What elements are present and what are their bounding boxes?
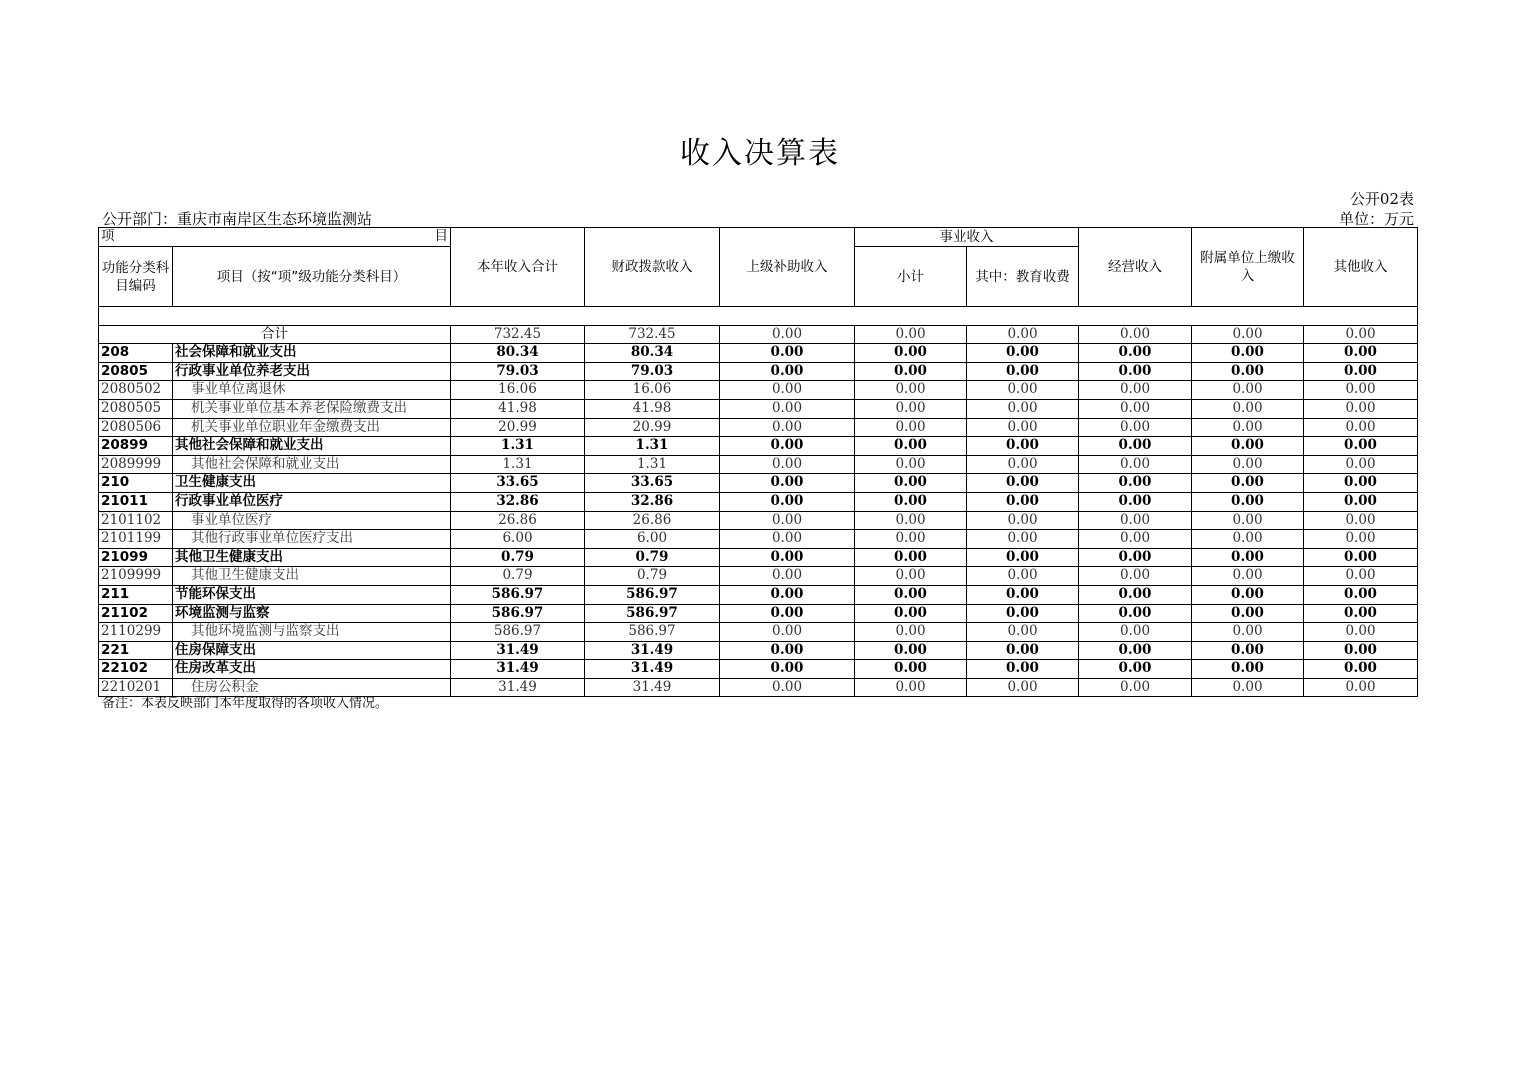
row-value: 79.03	[451, 362, 585, 381]
row-value: 0.00	[1304, 362, 1418, 381]
table-row	[99, 511, 1418, 530]
row-value: 0.00	[1079, 474, 1192, 493]
row-value: 586.97	[585, 585, 720, 604]
row-value: 0.00	[967, 567, 1079, 586]
row-name: 住房改革支出	[173, 660, 451, 679]
row-value: 0.00	[1304, 678, 1418, 697]
row-value: 0.00	[720, 530, 855, 549]
row-value: 0.00	[855, 604, 967, 623]
row-value: 0.00	[1192, 585, 1304, 604]
table-row	[99, 381, 1418, 400]
row-value: 0.00	[1304, 530, 1418, 549]
row-value: 31.49	[585, 641, 720, 660]
row-value: 586.97	[451, 585, 585, 604]
row-value: 0.00	[720, 641, 855, 660]
row-value: 0.00	[1079, 660, 1192, 679]
row-value: 0.00	[1304, 418, 1418, 437]
row-value: 0.00	[855, 567, 967, 586]
row-value: 0.79	[585, 548, 720, 567]
row-value: 0.00	[967, 455, 1079, 474]
row-code: 22102	[99, 660, 173, 679]
footnote: 备注：本表反映部门本年度取得的各项收入情况。	[102, 696, 389, 711]
total-cell: 0.00	[855, 325, 967, 344]
header-other: 其他收入	[1304, 228, 1418, 307]
row-value: 0.00	[1079, 418, 1192, 437]
row-value: 0.00	[855, 437, 967, 456]
row-name: 其他行政事业单位医疗支出	[173, 530, 451, 549]
row-value: 0.00	[855, 585, 967, 604]
row-value: 0.00	[967, 344, 1079, 363]
row-value: 31.49	[451, 641, 585, 660]
table-row	[99, 585, 1418, 604]
row-value: 0.00	[1304, 455, 1418, 474]
row-value: 0.00	[1192, 678, 1304, 697]
total-cell: 0.00	[1304, 325, 1418, 344]
table-row	[99, 567, 1418, 586]
total-cell: 0.00	[1192, 325, 1304, 344]
row-value: 0.00	[720, 567, 855, 586]
row-value: 20.99	[585, 418, 720, 437]
row-value: 0.00	[967, 418, 1079, 437]
row-code: 2210201	[99, 678, 173, 697]
row-value: 6.00	[585, 530, 720, 549]
total-cell: 0.00	[967, 325, 1079, 344]
row-value: 0.00	[1304, 660, 1418, 679]
row-code: 21102	[99, 604, 173, 623]
row-value: 0.00	[720, 362, 855, 381]
row-value: 0.00	[1192, 604, 1304, 623]
row-value: 0.00	[720, 474, 855, 493]
row-value: 0.00	[1079, 585, 1192, 604]
row-value: 0.00	[967, 492, 1079, 511]
row-code: 20805	[99, 362, 173, 381]
row-value: 0.00	[855, 362, 967, 381]
row-value: 0.00	[967, 623, 1079, 642]
table-row	[99, 362, 1418, 381]
header-fiscal: 财政拨款收入	[585, 228, 720, 307]
row-name: 环境监测与监察	[173, 604, 451, 623]
row-value: 0.00	[1192, 530, 1304, 549]
row-value: 0.79	[451, 567, 585, 586]
row-value: 0.00	[855, 399, 967, 418]
table-row	[99, 660, 1418, 679]
row-value: 0.79	[585, 567, 720, 586]
row-value: 0.00	[1304, 623, 1418, 642]
row-value: 0.00	[967, 437, 1079, 456]
header-item-right: 目	[434, 228, 448, 244]
row-name: 行政事业单位医疗	[173, 492, 451, 511]
row-value: 0.00	[1304, 548, 1418, 567]
row-value: 0.00	[1192, 623, 1304, 642]
total-cell: 0.00	[1079, 325, 1192, 344]
table-row	[99, 455, 1418, 474]
row-code: 2080502	[99, 381, 173, 400]
table-row	[99, 418, 1418, 437]
row-value: 0.00	[967, 511, 1079, 530]
table-row	[99, 492, 1418, 511]
table-row	[99, 530, 1418, 549]
row-value: 32.86	[585, 492, 720, 511]
row-name: 卫生健康支出	[173, 474, 451, 493]
table-row	[99, 623, 1418, 642]
row-value: 0.00	[855, 641, 967, 660]
row-value: 0.00	[1192, 381, 1304, 400]
row-value: 0.00	[855, 344, 967, 363]
row-value: 0.00	[1304, 492, 1418, 511]
table-row	[99, 399, 1418, 418]
header-affiliated: 附属单位上缴收入	[1192, 228, 1304, 307]
row-value: 0.00	[720, 623, 855, 642]
row-value: 0.00	[1304, 399, 1418, 418]
row-value: 0.00	[855, 381, 967, 400]
row-value: 0.00	[967, 641, 1079, 660]
row-value: 79.03	[585, 362, 720, 381]
header-education: 其中：教育收费	[967, 247, 1079, 307]
row-value: 0.00	[967, 585, 1079, 604]
row-value: 41.98	[451, 399, 585, 418]
row-name: 住房公积金	[173, 678, 451, 697]
total-label: 合计	[99, 325, 451, 344]
row-value: 0.00	[720, 511, 855, 530]
row-name: 机关事业单位职业年金缴费支出	[173, 418, 451, 437]
header-spacer	[99, 307, 1418, 326]
row-value: 0.00	[855, 548, 967, 567]
form-number: 公开02表	[1349, 190, 1414, 208]
row-value: 0.00	[1192, 492, 1304, 511]
row-value: 0.00	[967, 530, 1079, 549]
row-value: 0.00	[720, 604, 855, 623]
row-value: 0.00	[1192, 399, 1304, 418]
row-code: 211	[99, 585, 173, 604]
row-value: 0.00	[1079, 437, 1192, 456]
row-value: 1.31	[585, 437, 720, 456]
row-code: 221	[99, 641, 173, 660]
row-value: 0.00	[1304, 381, 1418, 400]
row-code: 21011	[99, 492, 173, 511]
row-value: 41.98	[585, 399, 720, 418]
row-value: 0.00	[1079, 623, 1192, 642]
row-code: 20899	[99, 437, 173, 456]
row-value: 0.00	[1304, 604, 1418, 623]
table-row	[99, 548, 1418, 567]
row-value: 80.34	[585, 344, 720, 363]
row-code: 2101199	[99, 530, 173, 549]
row-value: 16.06	[585, 381, 720, 400]
row-value: 31.49	[451, 660, 585, 679]
row-value: 0.00	[967, 678, 1079, 697]
header-name: 项目（按“项”级功能分类科目）	[173, 247, 451, 307]
row-value: 1.31	[585, 455, 720, 474]
row-code: 2080506	[99, 418, 173, 437]
row-value: 0.79	[451, 548, 585, 567]
row-name: 社会保障和就业支出	[173, 344, 451, 363]
row-value: 0.00	[1304, 474, 1418, 493]
row-name: 其他卫生健康支出	[173, 567, 451, 586]
row-value: 6.00	[451, 530, 585, 549]
row-value: 0.00	[1304, 437, 1418, 456]
row-value: 0.00	[720, 585, 855, 604]
row-value: 0.00	[967, 381, 1079, 400]
row-name: 机关事业单位基本养老保险缴费支出	[173, 399, 451, 418]
row-value: 0.00	[1079, 641, 1192, 660]
income-table	[98, 227, 1418, 697]
total-cell: 732.45	[585, 325, 720, 344]
row-name: 行政事业单位养老支出	[173, 362, 451, 381]
row-value: 0.00	[1192, 641, 1304, 660]
row-value: 0.00	[967, 362, 1079, 381]
row-value: 0.00	[855, 530, 967, 549]
row-value: 0.00	[1192, 567, 1304, 586]
row-value: 80.34	[451, 344, 585, 363]
row-value: 33.65	[585, 474, 720, 493]
row-value: 0.00	[1079, 455, 1192, 474]
unit-label: 单位：万元	[1338, 210, 1414, 228]
row-code: 2089999	[99, 455, 173, 474]
row-value: 586.97	[451, 623, 585, 642]
row-value: 31.49	[451, 678, 585, 697]
row-name: 事业单位医疗	[173, 511, 451, 530]
row-value: 0.00	[720, 492, 855, 511]
row-value: 32.86	[451, 492, 585, 511]
row-value: 0.00	[1304, 344, 1418, 363]
row-value: 0.00	[720, 455, 855, 474]
header-total: 本年收入合计	[451, 228, 585, 307]
row-value: 0.00	[967, 660, 1079, 679]
row-value: 0.00	[855, 474, 967, 493]
row-value: 0.00	[1192, 474, 1304, 493]
row-value: 0.00	[720, 381, 855, 400]
row-value: 1.31	[451, 437, 585, 456]
row-value: 0.00	[1079, 530, 1192, 549]
row-name: 其他环境监测与监察支出	[173, 623, 451, 642]
row-code: 2101102	[99, 511, 173, 530]
row-value: 26.86	[585, 511, 720, 530]
page-title: 收入决算表	[680, 136, 840, 171]
row-value: 0.00	[967, 474, 1079, 493]
row-value: 586.97	[585, 623, 720, 642]
row-value: 0.00	[1079, 492, 1192, 511]
row-value: 0.00	[1079, 381, 1192, 400]
row-value: 16.06	[451, 381, 585, 400]
row-value: 0.00	[1079, 678, 1192, 697]
table-row	[99, 604, 1418, 623]
row-value: 0.00	[1079, 399, 1192, 418]
row-value: 0.00	[1192, 418, 1304, 437]
row-value: 0.00	[720, 437, 855, 456]
row-value: 20.99	[451, 418, 585, 437]
row-code: 210	[99, 474, 173, 493]
row-name: 事业单位离退休	[173, 381, 451, 400]
row-name: 其他卫生健康支出	[173, 548, 451, 567]
total-cell: 0.00	[720, 325, 855, 344]
row-value: 31.49	[585, 660, 720, 679]
row-value: 0.00	[1079, 567, 1192, 586]
row-name: 其他社会保障和就业支出	[173, 437, 451, 456]
header-business-group: 事业收入	[855, 228, 1079, 247]
row-value: 586.97	[451, 604, 585, 623]
row-value: 0.00	[1304, 585, 1418, 604]
total-row	[99, 325, 1418, 344]
row-code: 208	[99, 344, 173, 363]
row-code: 21099	[99, 548, 173, 567]
table-row	[99, 474, 1418, 493]
row-value: 0.00	[1192, 344, 1304, 363]
row-code: 2110299	[99, 623, 173, 642]
table-row	[99, 437, 1418, 456]
row-value: 0.00	[855, 623, 967, 642]
row-value: 0.00	[1192, 437, 1304, 456]
row-value: 0.00	[1192, 511, 1304, 530]
row-code: 2080505	[99, 399, 173, 418]
header-item	[99, 228, 451, 247]
row-value: 0.00	[1304, 511, 1418, 530]
row-value: 586.97	[585, 604, 720, 623]
row-value: 33.65	[451, 474, 585, 493]
header-code: 功能分类科目编码	[99, 247, 173, 307]
row-value: 0.00	[855, 492, 967, 511]
row-value: 0.00	[855, 455, 967, 474]
department-label: 公开部门：重庆市南岸区生态环境监测站	[102, 210, 373, 228]
row-value: 26.86	[451, 511, 585, 530]
row-name: 节能环保支出	[173, 585, 451, 604]
row-value: 0.00	[720, 660, 855, 679]
header-subtotal: 小计	[855, 247, 967, 307]
row-code: 2109999	[99, 567, 173, 586]
row-value: 0.00	[1192, 660, 1304, 679]
row-value: 0.00	[855, 678, 967, 697]
total-cell: 732.45	[451, 325, 585, 344]
row-value: 0.00	[720, 678, 855, 697]
row-value: 0.00	[967, 399, 1079, 418]
row-value: 0.00	[1079, 344, 1192, 363]
row-value: 0.00	[855, 660, 967, 679]
row-value: 0.00	[855, 418, 967, 437]
row-name: 住房保障支出	[173, 641, 451, 660]
row-value: 0.00	[720, 399, 855, 418]
table-row	[99, 344, 1418, 363]
row-value: 0.00	[720, 344, 855, 363]
row-value: 0.00	[1304, 641, 1418, 660]
header-operating: 经营收入	[1079, 228, 1192, 307]
table-row	[99, 641, 1418, 660]
row-value: 0.00	[855, 511, 967, 530]
row-value: 31.49	[585, 678, 720, 697]
row-value: 0.00	[967, 548, 1079, 567]
row-value: 0.00	[720, 548, 855, 567]
row-value: 0.00	[1079, 511, 1192, 530]
row-value: 0.00	[1192, 548, 1304, 567]
row-value: 0.00	[1192, 455, 1304, 474]
header-item-left: 项	[101, 228, 115, 244]
row-value: 1.31	[451, 455, 585, 474]
row-value: 0.00	[967, 604, 1079, 623]
row-value: 0.00	[1079, 362, 1192, 381]
row-value: 0.00	[1304, 567, 1418, 586]
row-value: 0.00	[1079, 548, 1192, 567]
header-superior: 上级补助收入	[720, 228, 855, 307]
row-value: 0.00	[1192, 362, 1304, 381]
row-name: 其他社会保障和就业支出	[173, 455, 451, 474]
row-value: 0.00	[1079, 604, 1192, 623]
row-value: 0.00	[720, 418, 855, 437]
